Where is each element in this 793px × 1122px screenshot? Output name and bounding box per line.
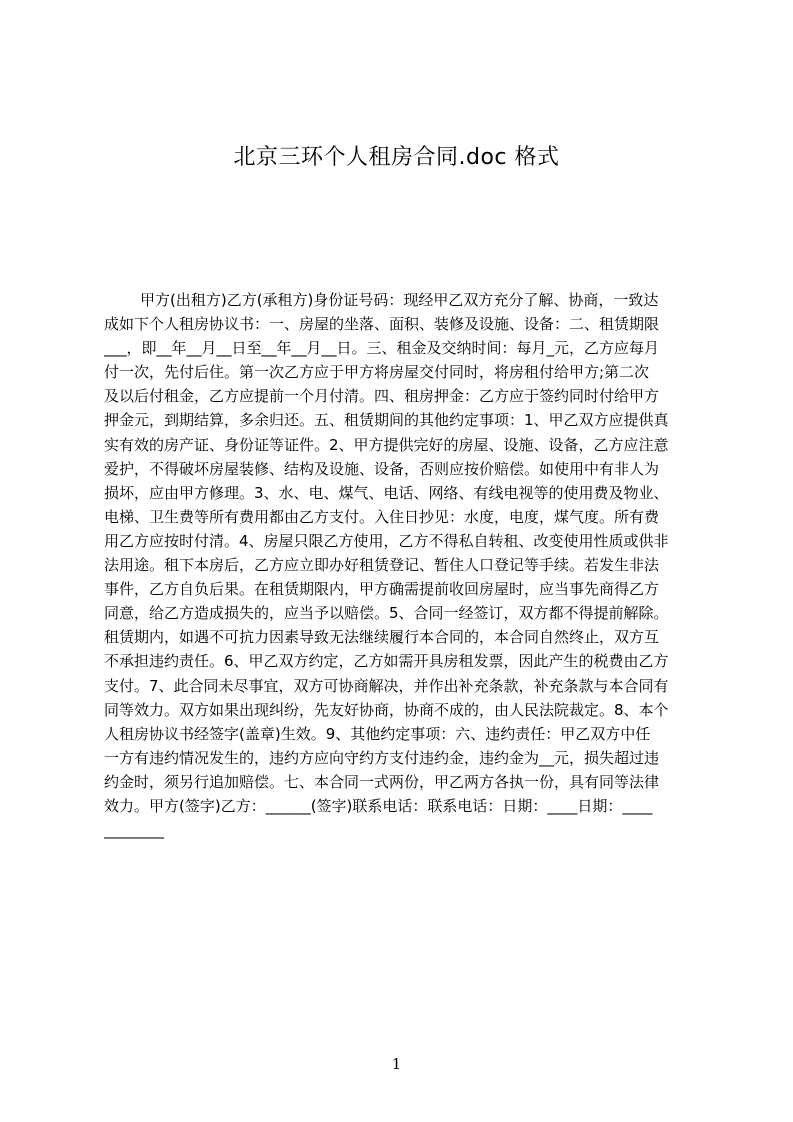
body-line: 付一次，先付后住。第一次乙方应于甲方将房屋交付同时，将房租付给甲方;第二次 xyxy=(104,363,650,382)
body-line: 约金时，须另行追加赔偿。七、本合同一式两份，甲乙两方各执一份，具有同等法律 xyxy=(104,772,660,791)
contract-body xyxy=(104,288,698,898)
body-line: 用乙方应按时付清。4、房屋只限乙方使用，乙方不得私自转租、改变使用性质或供非 xyxy=(104,531,669,550)
body-line: 人租房协议书经签字(盖章)生效。9、其他约定事项：六、违约责任：甲乙双方中任 xyxy=(104,724,651,743)
body-line: ________ xyxy=(104,821,164,840)
body-line: 事件，乙方自负后果。在租赁期限内，甲方确需提前收回房屋时，应当事先商得乙方 xyxy=(104,580,660,599)
body-line: 不承担违约责任。6、甲乙双方约定，乙方如需开具房租发票，因此产生的税费由乙方 xyxy=(104,652,669,671)
body-line: 支付。7、此合同未尽事宜，双方可协商解决，并作出补充条款，补充条款与本合同有 xyxy=(104,676,669,695)
body-line: 法用途。租下本房后，乙方应立即办好租赁登记、暂住人口登记等手续。若发生非法 xyxy=(104,556,660,575)
body-line: 同等效力。双方如果出现纠纷，先友好协商，协商不成的，由人民法院裁定。8、本个 xyxy=(104,700,669,719)
page-number: 1 xyxy=(391,1055,402,1073)
document-title: 北京三环个人租房合同.doc 格式 xyxy=(233,145,560,170)
body-line: 实有效的房产证、身份证等证件。2、甲方提供完好的房屋、设施、设备，乙方应注意 xyxy=(104,435,669,454)
body-line: 押金元，到期结算，多余归还。五、租赁期间的其他约定事项：1、甲乙双方应提供真 xyxy=(104,411,669,430)
body-line: 损坏，应由甲方修理。3、水、电、煤气、电话、网络、有线电视等的使用费及物业、 xyxy=(104,483,669,502)
body-line: 租赁期内，如遇不可抗力因素导致无法继续履行本合同的，本合同自然终止，双方互 xyxy=(104,628,660,647)
body-line: 成如下个人租房协议书：一、房屋的坐落、面积、装修及设施、设备：二、租赁期限 xyxy=(104,315,660,334)
body-line: 甲方(出租方)乙方(承租方)身份证号码：现经甲乙双方充分了解、协商，一致达 xyxy=(140,291,659,309)
body-line: 效力。甲方(签字)乙方：______(签字)联系电话：联系电话：日期：____日期：____ xyxy=(104,796,653,815)
body-line: 及以后付租金，乙方应提前一个月付清。四、租房押金：乙方应于签约同时付给甲方 xyxy=(104,387,660,406)
body-line: 同意，给乙方造成损失的，应当予以赔偿。5、合同一经签订，双方都不得提前解除。 xyxy=(104,604,669,623)
body-line: 电梯、卫生费等所有费用都由乙方支付。入住日抄见：水度，电度，煤气度。所有费 xyxy=(104,507,660,526)
body-line: 一方有违约情况发生的，违约方应向守约方支付违约金，违约金为__元，损失超过违 xyxy=(104,748,660,767)
body-line: 爱护，不得破坏房屋装修、结构及设施、设备，否则应按价赔偿。如使用中有非人为 xyxy=(104,459,660,478)
body-line: ___，即__年__月__日至__年__月__日。三、租金及交纳时间：每月_元，乙方应每月 xyxy=(104,339,660,358)
